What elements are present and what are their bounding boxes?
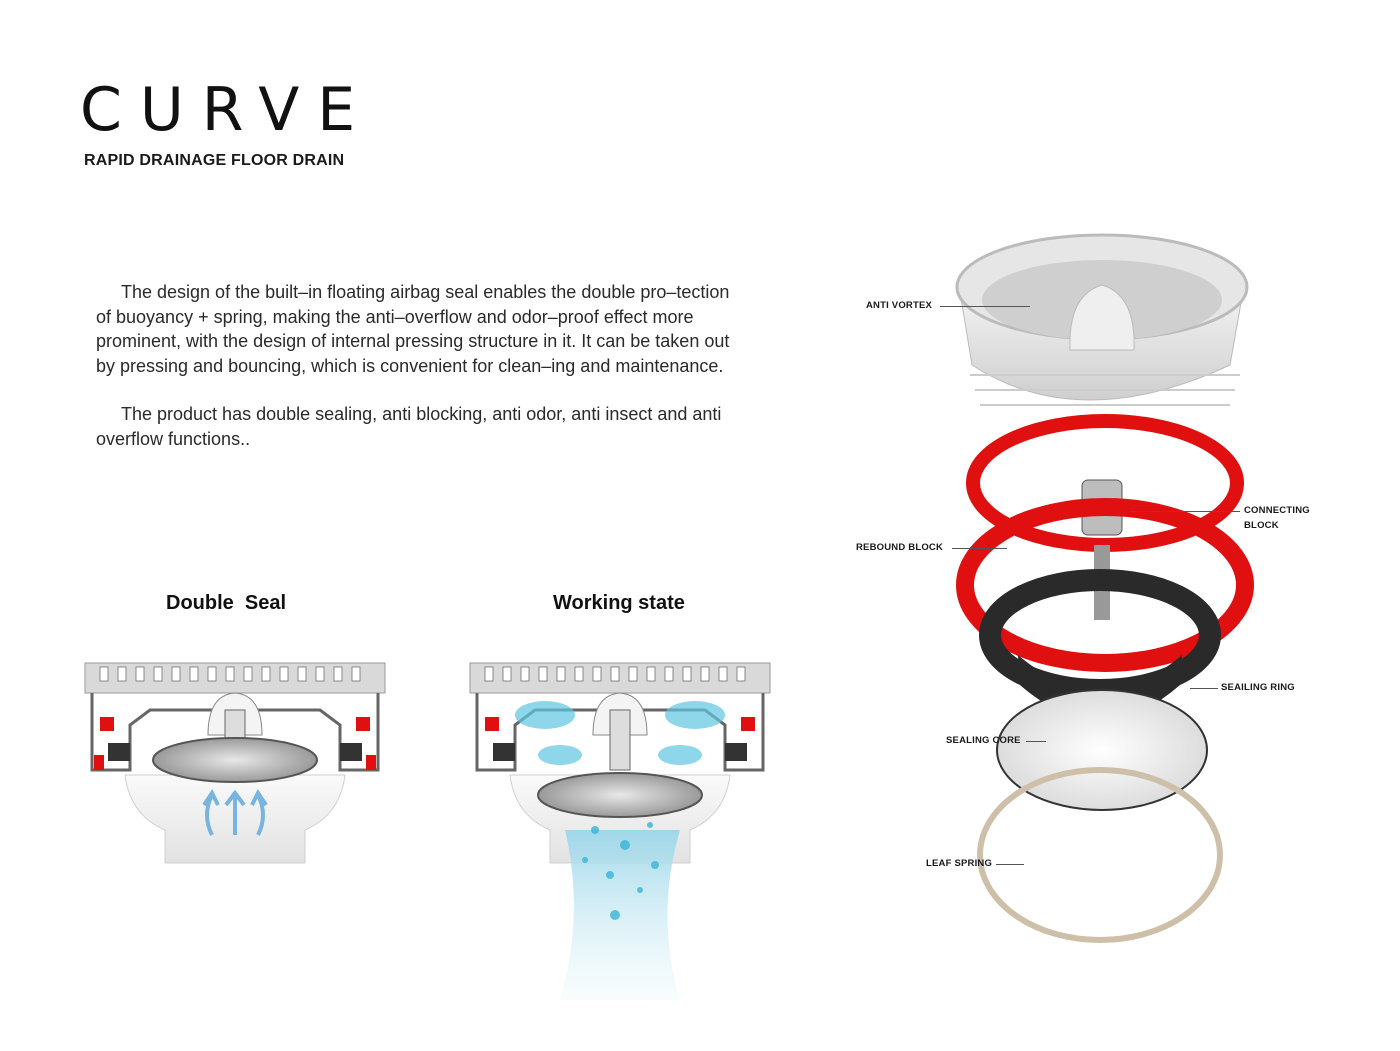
double-seal-illustration [80,655,390,870]
leader-rebound-block [952,548,1007,549]
label-anti-vortex: ANTI VORTEX [866,300,933,311]
page-title: CURVE [80,75,374,145]
leader-sealing-core [1026,741,1046,742]
label-leaf-spring: LEAF SPRING [926,858,993,869]
description-paragraph: The design of the built–in floating airbag seal enables the double pro–tection of buoyancy + spring, making the anti–overflow and odor–proof effect more prominent, with the design of internal pressing structure in it. It can be taken out by pressing and bouncing, which is convenient for clean–ing and maintenance. [96,282,730,376]
working-state-illustration [465,655,780,1005]
label-sealing-core: SEALING CORE [946,735,1021,746]
double-seal-caption: Double Seal [166,592,287,614]
label-connecting-block-line2: BLOCK [1244,520,1279,531]
working-state-caption: Working state [553,592,685,614]
description-paragraph: The product has double sealing, anti blocking, anti odor, anti insect and anti overflow functions.. [96,404,722,449]
label-connecting-block-line1: CONNECTING [1244,505,1310,516]
leader-sealing-ring [1190,688,1218,689]
leader-connecting-block [1130,511,1240,512]
label-rebound-block: REBOUND BLOCK [856,542,944,553]
leader-leaf-spring [996,864,1024,865]
leader-anti-vortex [940,306,1030,307]
label-sealing-ring: SEAILING RING [1221,682,1295,693]
description-block [96,280,736,475]
page-subtitle: RAPID DRAINAGE FLOOR DRAIN [84,152,345,169]
exploded-view-illustration [850,225,1270,965]
